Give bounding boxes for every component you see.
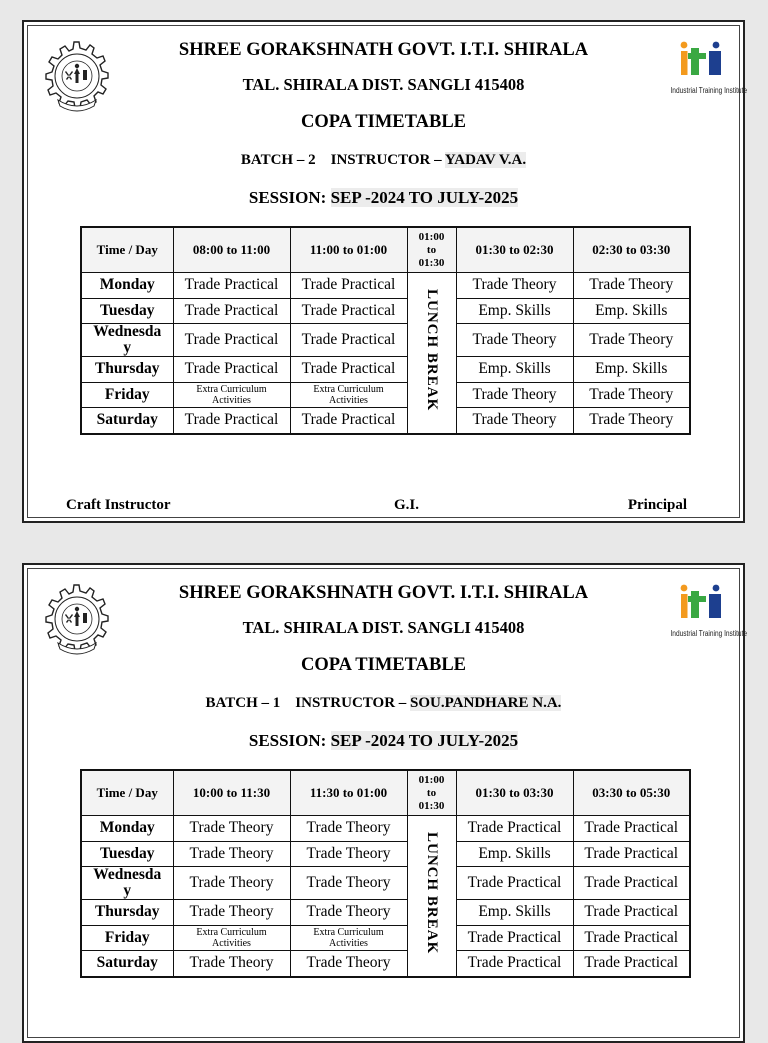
session-label: SESSION: <box>248 188 327 207</box>
institute-name: SHREE GORAKSHNATH GOVT. I.T.I. SHIRALA <box>178 40 589 60</box>
batch-label: BATCH – 1 <box>205 695 281 711</box>
day-cell: Monday <box>81 816 173 842</box>
day-cell: Saturday <box>81 951 173 977</box>
table-row <box>81 298 690 324</box>
day-cell: Thursday <box>81 357 173 383</box>
schedule-cell: Trade Practical <box>290 324 407 357</box>
header-cell: 02:30 to 03:30 <box>573 227 690 273</box>
instructor-name: YADAV V.A. <box>444 152 527 168</box>
table-row <box>81 841 690 867</box>
schedule-cell: Trade Theory <box>290 816 407 842</box>
schedule-cell: Trade Practical <box>573 925 690 951</box>
header-cell: Time / Day <box>81 227 173 273</box>
schedule-cell: Trade Theory <box>173 867 290 900</box>
schedule-cell: Trade Theory <box>573 408 690 434</box>
schedule-cell: Trade Theory <box>173 900 290 926</box>
schedule-cell: Trade Practical <box>456 951 573 977</box>
session-value: SEP -2024 TO JULY-2025 <box>330 188 519 207</box>
day-cell: Saturday <box>81 408 173 434</box>
day-cell: Friday <box>81 925 173 951</box>
day-cell: Thursday <box>81 900 173 926</box>
iti-logo-caption: Industrial Training Institute <box>670 86 748 95</box>
header-cell: 10:00 to 11:30 <box>173 770 290 816</box>
header-cell: 01:00 to 01:30 <box>407 770 456 816</box>
schedule-cell: Trade Theory <box>573 382 690 408</box>
schedule-cell: Trade Theory <box>456 408 573 434</box>
table-row <box>81 324 690 357</box>
instructor-name: SOU.PANDHARE N.A. <box>410 695 562 711</box>
timetable-page-1 <box>22 20 748 523</box>
header-cell: 01:30 to 02:30 <box>456 227 573 273</box>
day-cell: Tuesday <box>81 298 173 324</box>
schedule-cell: Trade Practical <box>573 900 690 926</box>
schedule-cell: Extra Curriculum Activities <box>290 925 407 951</box>
batch-instructor-line <box>24 152 743 169</box>
table-row <box>81 951 690 977</box>
table-row <box>81 382 690 408</box>
schedule-cell: Trade Practical <box>173 298 290 324</box>
schedule-cell: Trade Theory <box>456 273 573 299</box>
table-header-row <box>81 227 690 273</box>
institute-address: TAL. SHIRALA DIST. SANGLI 415408 <box>242 75 525 94</box>
table-header-row <box>81 770 690 816</box>
batch-instructor-line <box>24 695 743 712</box>
schedule-cell: Extra Curriculum Activities <box>290 382 407 408</box>
schedule-cell: Trade Theory <box>290 867 407 900</box>
schedule-cell: Trade Theory <box>573 273 690 299</box>
table-row <box>81 816 690 842</box>
header-cell: 08:00 to 11:00 <box>173 227 290 273</box>
table-row <box>81 900 690 926</box>
schedule-cell: Trade Theory <box>456 324 573 357</box>
day-cell: Wednesda y <box>81 324 173 357</box>
schedule-cell: Trade Practical <box>456 867 573 900</box>
schedule-cell: Emp. Skills <box>573 357 690 383</box>
timetable-table <box>80 226 691 435</box>
session-value: SEP -2024 TO JULY-2025 <box>330 731 519 750</box>
schedule-cell: Trade Practical <box>290 357 407 383</box>
schedule-cell: Emp. Skills <box>456 357 573 383</box>
craft-instructor-signature: Craft Instructor <box>66 497 171 513</box>
lunch-break-cell <box>407 273 456 434</box>
schedule-cell: Trade Practical <box>173 273 290 299</box>
schedule-cell: Trade Theory <box>573 324 690 357</box>
schedule-cell: Trade Practical <box>573 951 690 977</box>
header-cell: 01:00 to 01:30 <box>407 227 456 273</box>
iti-logo-caption: Industrial Training Institute <box>670 629 748 638</box>
gi-signature: G.I. <box>394 497 420 513</box>
schedule-cell: Trade Practical <box>573 867 690 900</box>
header-cell: 11:30 to 01:00 <box>290 770 407 816</box>
schedule-cell: Emp. Skills <box>456 841 573 867</box>
day-cell: Wednesda y <box>81 867 173 900</box>
document-title: COPA TIMETABLE <box>301 655 466 675</box>
instructor-label: INSTRUCTOR – <box>295 695 407 711</box>
schedule-cell: Trade Theory <box>173 816 290 842</box>
schedule-cell: Trade Practical <box>173 408 290 434</box>
schedule-cell: Trade Theory <box>290 841 407 867</box>
instructor-label: INSTRUCTOR – <box>330 152 442 168</box>
schedule-cell: Trade Practical <box>456 925 573 951</box>
table-row <box>81 357 690 383</box>
schedule-cell: Trade Practical <box>290 408 407 434</box>
schedule-cell: Trade Practical <box>290 273 407 299</box>
table-row <box>81 273 690 299</box>
institute-name: SHREE GORAKSHNATH GOVT. I.T.I. SHIRALA <box>178 583 589 603</box>
schedule-cell: Trade Theory <box>290 951 407 977</box>
schedule-cell: Trade Practical <box>456 816 573 842</box>
schedule-cell: Extra Curriculum Activities <box>173 925 290 951</box>
schedule-cell: Trade Practical <box>573 841 690 867</box>
lunch-break-label: LUNCH BREAK <box>424 832 440 955</box>
schedule-cell: Trade Theory <box>290 900 407 926</box>
schedule-cell: Trade Theory <box>173 841 290 867</box>
schedule-cell: Trade Practical <box>173 324 290 357</box>
day-cell: Monday <box>81 273 173 299</box>
header-cell: 03:30 to 05:30 <box>573 770 690 816</box>
schedule-cell: Extra Curriculum Activities <box>173 382 290 408</box>
schedule-cell: Trade Theory <box>173 951 290 977</box>
schedule-cell: Emp. Skills <box>456 900 573 926</box>
batch-label: BATCH – 2 <box>240 152 316 168</box>
document-title: COPA TIMETABLE <box>301 112 466 132</box>
schedule-cell: Emp. Skills <box>573 298 690 324</box>
header-cell: Time / Day <box>81 770 173 816</box>
table-row <box>81 867 690 900</box>
timetable-table <box>80 769 691 978</box>
table-row <box>81 925 690 951</box>
schedule-cell: Trade Practical <box>173 357 290 383</box>
schedule-cell: Emp. Skills <box>456 298 573 324</box>
schedule-cell: Trade Practical <box>290 298 407 324</box>
header-cell: 01:30 to 03:30 <box>456 770 573 816</box>
session-line <box>24 188 743 208</box>
lunch-break-cell <box>407 816 456 977</box>
schedule-cell: Trade Theory <box>456 382 573 408</box>
principal-signature: Principal <box>627 497 687 513</box>
institute-address: TAL. SHIRALA DIST. SANGLI 415408 <box>242 618 525 637</box>
table-row <box>81 408 690 434</box>
lunch-break-label: LUNCH BREAK <box>424 289 440 412</box>
header-cell: 11:00 to 01:00 <box>290 227 407 273</box>
day-cell: Tuesday <box>81 841 173 867</box>
session-label: SESSION: <box>248 731 327 750</box>
timetable-page-2 <box>22 563 748 1043</box>
day-cell: Friday <box>81 382 173 408</box>
session-line <box>24 731 743 751</box>
schedule-cell: Trade Practical <box>573 816 690 842</box>
